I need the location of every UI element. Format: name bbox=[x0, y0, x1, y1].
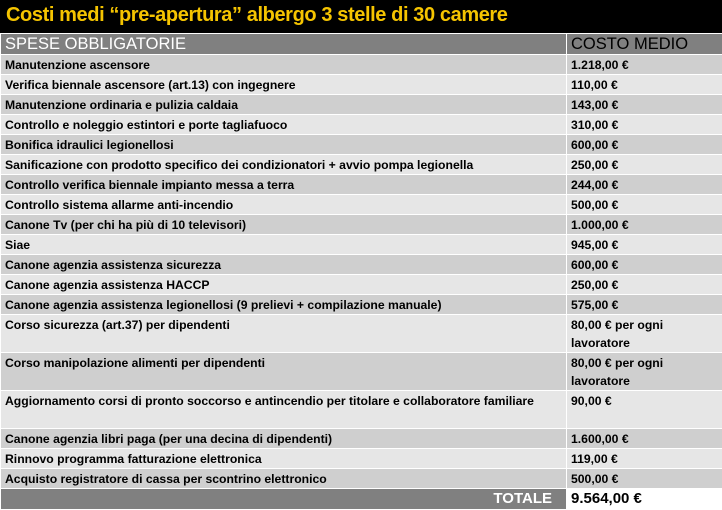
expense-cell: Canone agenzia assistenza HACCP bbox=[1, 275, 567, 295]
cost-cell: 1.600,00 € bbox=[567, 429, 722, 449]
table-row bbox=[1, 353, 722, 391]
table-row bbox=[1, 295, 722, 315]
table-row bbox=[1, 391, 722, 429]
expense-cell: Canone agenzia assistenza sicurezza bbox=[1, 255, 567, 275]
expense-cell: Aggiornamento corsi di pronto soccorso e antincendio per titolare e collaboratore familiare bbox=[1, 391, 567, 429]
expense-cell: Controllo verifica biennale impianto messa a terra bbox=[1, 175, 567, 195]
expense-cell: Siae bbox=[1, 235, 567, 255]
cost-cell: 110,00 € bbox=[567, 75, 722, 95]
expense-cell: Verifica biennale ascensore (art.13) con ingegnere bbox=[1, 75, 567, 95]
cost-cell: 80,00 € per ogni lavoratore bbox=[567, 315, 722, 353]
table-row bbox=[1, 175, 722, 195]
table-row bbox=[1, 135, 722, 155]
expense-cell: Controllo sistema allarme anti-incendio bbox=[1, 195, 567, 215]
expense-cell: Corso manipolazione alimenti per dipendenti bbox=[1, 353, 567, 391]
cost-cell: 250,00 € bbox=[567, 155, 722, 175]
expense-cell: Canone Tv (per chi ha più di 10 televisori) bbox=[1, 215, 567, 235]
expense-cell: Rinnovo programma fatturazione elettronica bbox=[1, 449, 567, 469]
cost-cell: 119,00 € bbox=[567, 449, 722, 469]
cost-cell: 600,00 € bbox=[567, 255, 722, 275]
table-row bbox=[1, 235, 722, 255]
expense-cell: Bonifica idraulici legionellosi bbox=[1, 135, 567, 155]
table-row bbox=[1, 215, 722, 235]
table-row bbox=[1, 255, 722, 275]
cost-column-header: COSTO MEDIO bbox=[567, 34, 722, 55]
cost-cell: 575,00 € bbox=[567, 295, 722, 315]
expense-column-header: SPESE OBBLIGATORIE bbox=[1, 34, 567, 55]
expense-cell: Manutenzione ascensore bbox=[1, 55, 567, 75]
page-title: Costi medi “pre-apertura” albergo 3 stelle di 30 camere bbox=[6, 4, 508, 27]
table-row bbox=[1, 75, 722, 95]
cost-cell: 1.000,00 € bbox=[567, 215, 722, 235]
total-value: 9.564,00 € bbox=[567, 489, 722, 510]
expense-cell: Canone agenzia assistenza legionellosi (9 prelievi + compilazione manuale) bbox=[1, 295, 567, 315]
expense-cell: Corso sicurezza (art.37) per dipendenti bbox=[1, 315, 567, 353]
cost-cell: 80,00 € per ogni lavoratore bbox=[567, 353, 722, 391]
cost-cell: 90,00 € bbox=[567, 391, 722, 429]
table-row bbox=[1, 315, 722, 353]
table-row bbox=[1, 449, 722, 469]
expense-cell: Controllo e noleggio estintori e porte tagliafuoco bbox=[1, 115, 567, 135]
cost-cell: 945,00 € bbox=[567, 235, 722, 255]
expense-cell: Canone agenzia libri paga (per una decina di dipendenti) bbox=[1, 429, 567, 449]
expense-cell: Sanificazione con prodotto specifico dei condizionatori + avvio pompa legionella bbox=[1, 155, 567, 175]
table-row bbox=[1, 55, 722, 75]
table-row bbox=[1, 469, 722, 489]
cost-cell: 1.218,00 € bbox=[567, 55, 722, 75]
expense-cell: Acquisto registratore di cassa per scontrino elettronico bbox=[1, 469, 567, 489]
expense-cell: Manutenzione ordinaria e pulizia caldaia bbox=[1, 95, 567, 115]
cost-cell: 600,00 € bbox=[567, 135, 722, 155]
table-row bbox=[1, 195, 722, 215]
total-label: TOTALE bbox=[1, 489, 567, 510]
cost-cell: 310,00 € bbox=[567, 115, 722, 135]
table-row bbox=[1, 155, 722, 175]
total-row bbox=[1, 489, 722, 510]
cost-cell: 500,00 € bbox=[567, 469, 722, 489]
costs-table bbox=[0, 33, 722, 510]
table-row bbox=[1, 115, 722, 135]
table-header-row bbox=[1, 34, 722, 55]
table-row bbox=[1, 429, 722, 449]
cost-cell: 244,00 € bbox=[567, 175, 722, 195]
table-row bbox=[1, 275, 722, 295]
table-row bbox=[1, 95, 722, 115]
cost-cell: 250,00 € bbox=[567, 275, 722, 295]
cost-cell: 143,00 € bbox=[567, 95, 722, 115]
title-bar bbox=[0, 0, 722, 33]
cost-cell: 500,00 € bbox=[567, 195, 722, 215]
